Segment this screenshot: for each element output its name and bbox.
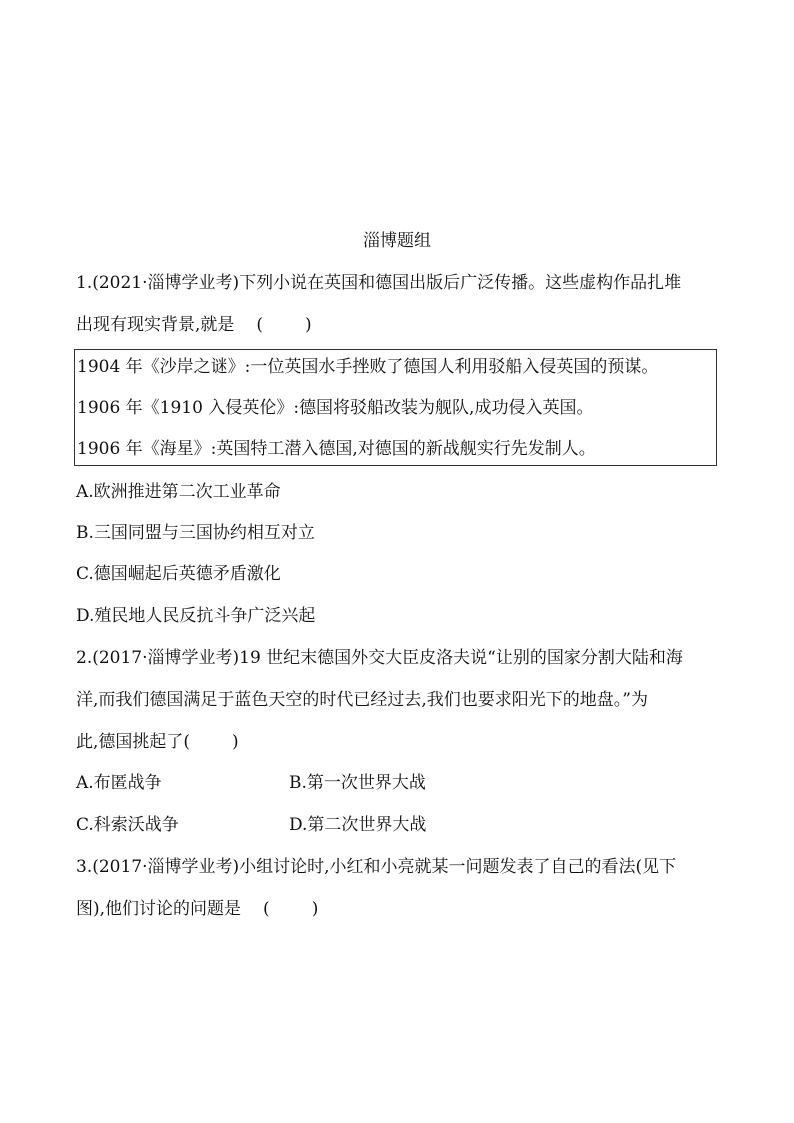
q1-material-line: 1906 年《海星》:英国特工潜入德国,对德国的新战舰实行先发制人。 (77, 439, 596, 459)
q2-option-a[interactable]: A.布匿战争 (76, 773, 162, 793)
q1-material-line: 1904 年《沙岸之谜》:一位英国水手挫败了德国人利用驳船入侵英国的预谋。 (77, 357, 659, 377)
section-title: 淄博题组 (363, 231, 431, 251)
q1-stem-text: 出现有现实背景,就是 (76, 315, 235, 335)
q2-stem-line1: 2.(2017·淄博学业考)19 世纪末德国外交大臣皮洛夫说“让别的国家分割大陆和海 (76, 648, 683, 668)
q2-option-d[interactable]: D.第二次世界大战 (289, 815, 427, 835)
q2-answer-paren-close: ) (232, 732, 239, 752)
q3-answer-paren-open: ( (263, 899, 270, 919)
q2-option-b[interactable]: B.第一次世界大战 (289, 773, 426, 793)
q2-option-c[interactable]: C.科索沃战争 (76, 815, 179, 835)
q1-stem-line1: 1.(2021·淄博学业考)下列小说在英国和德国出版后广泛传播。这些虚构作品扎堆 (76, 273, 682, 293)
q3-answer-paren-close: ) (311, 899, 319, 919)
q1-answer-paren-close: ) (305, 315, 312, 335)
q1-option-c[interactable]: C.德国崛起后英德矛盾激化 (76, 564, 281, 584)
q1-option-b[interactable]: B.三国同盟与三国协约相互对立 (76, 523, 315, 543)
q3-stem-text: 图),他们讨论的问题是 (76, 899, 242, 919)
q1-answer-paren-open: ( (256, 315, 264, 335)
q2-stem-text: 此,德国挑起了( (76, 732, 191, 752)
q1-material-box (74, 349, 717, 466)
q1-stem-line2 (76, 313, 312, 337)
q1-option-d[interactable]: D.殖民地人民反抗斗争广泛兴起 (76, 606, 316, 626)
q3-stem-line1: 3.(2017·淄博学业考)小组讨论时,小红和小亮就某一问题发表了自己的看法(见下 (76, 857, 677, 877)
q3-stem-line2 (76, 897, 318, 921)
q2-stem-line3 (76, 730, 239, 754)
q1-material-line: 1906 年《1910 入侵英伦》:德国将驳船改装为舰队,成功侵入英国。 (77, 398, 594, 418)
q1-option-a[interactable]: A.欧洲推进第二次工业革命 (76, 482, 281, 502)
q2-stem-line2: 洋,而我们德国满足于蓝色天空的时代已经过去,我们也要求阳光下的地盘。”为 (76, 690, 648, 710)
